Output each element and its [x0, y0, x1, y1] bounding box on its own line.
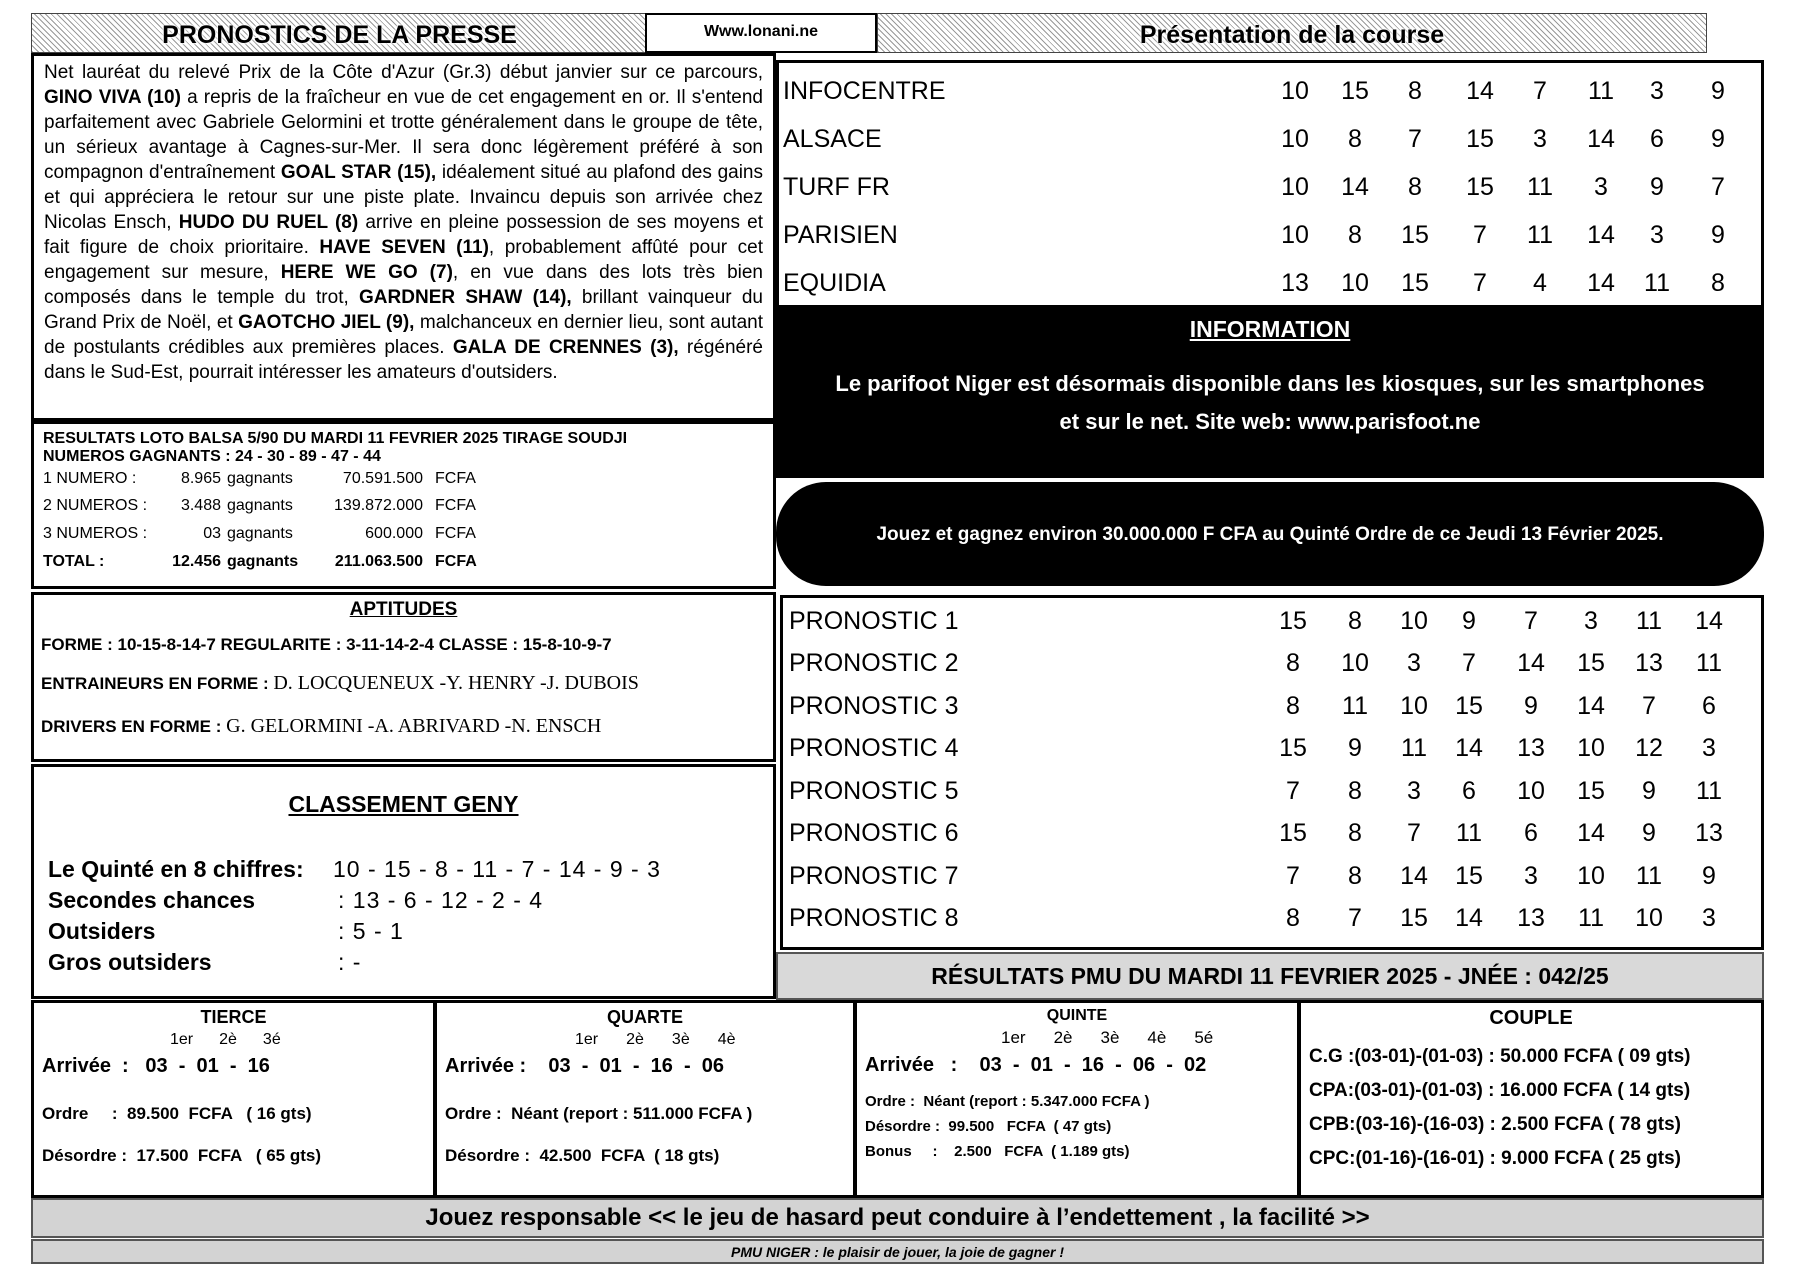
loto-label: 3 NUMEROS :	[43, 525, 148, 542]
tierce-box	[31, 1000, 436, 1198]
pronostic-number: 13	[1635, 649, 1663, 678]
quinte-title: QUINTE	[1046, 1007, 1108, 1024]
presentation-number: 4	[1533, 268, 1547, 297]
classement-value: : 13 - 6 - 12 - 2 - 4	[338, 887, 544, 913]
position-label: 4è	[1147, 1028, 1167, 1047]
pronostic-number: 8	[1286, 904, 1300, 933]
pronostic-row	[789, 813, 1761, 856]
pronostic-number: 15	[1455, 861, 1483, 890]
loto-label: TOTAL :	[43, 553, 105, 570]
pronostic-number: 7	[1407, 819, 1421, 848]
classement-row	[48, 854, 759, 885]
pronostic-number: 8	[1286, 691, 1300, 720]
loto-count: 12.456	[172, 553, 221, 570]
loto-amount: 211.063.500	[334, 553, 423, 570]
presentation-number: 15	[1466, 172, 1494, 201]
horse-here-we-go: HERE WE GO (7)	[280, 262, 453, 283]
site-link[interactable]: Www.lonani.ne	[645, 13, 877, 53]
aptitudes-title: APTITUDES	[349, 599, 458, 620]
presentation-row	[783, 259, 1761, 307]
position-label: 1er	[170, 1031, 194, 1048]
loto-row	[43, 520, 764, 548]
position-label: 2è	[219, 1031, 237, 1048]
presentation-number: 7	[1473, 268, 1487, 297]
quinte-ordre: Ordre : Néant (report : 5.347.000 FCFA )	[865, 1093, 1150, 1110]
pronostic-number: 8	[1348, 776, 1362, 805]
couple-line: CPB:(03-16)-(16-03) : 2.500 FCFA ( 78 gts)	[1309, 1114, 1682, 1135]
presentation-source-name: TURF FR	[783, 172, 890, 201]
entraineurs-line	[41, 672, 766, 695]
pronostic-number: 13	[1517, 734, 1545, 763]
quarte-title: QUARTE	[607, 1007, 683, 1027]
tierce-ordre: Ordre : 89.500 FCFA ( 16 gts)	[42, 1104, 312, 1123]
pronostic-number: 6	[1702, 691, 1716, 720]
presentation-number: 15	[1401, 220, 1429, 249]
pronostic-number: 14	[1517, 649, 1545, 678]
presentation-number: 9	[1711, 124, 1725, 153]
couple-title: COUPLE	[1489, 1007, 1573, 1029]
presentation-number: 15	[1341, 76, 1369, 105]
pronostic-source-name: PRONOSTIC 1	[789, 606, 959, 635]
information-line-1: Le parifoot Niger est désormais disponible dans les kiosques, sur les smartphones	[835, 371, 1705, 396]
entraineurs-label: ENTRAINEURS EN FORME :	[41, 674, 274, 693]
quinte-positions	[865, 1028, 1289, 1048]
pronostic-number: 14	[1577, 819, 1605, 848]
pronostic-number: 14	[1695, 606, 1723, 635]
pronostic-number: 9	[1462, 606, 1476, 635]
presentation-row	[783, 163, 1761, 211]
presentation-number: 10	[1281, 172, 1309, 201]
quinte-box	[854, 1000, 1300, 1198]
pronostic-number: 11	[1696, 649, 1722, 678]
horse-goal-star: GOAL STAR (15),	[280, 162, 437, 183]
quarte-positions	[445, 1031, 845, 1049]
press-text-3: idéalement situé au plafond des gains et qui appréciera le retour sur une piste plate. Invaincu depuis son arrivée chez Nicolas Ensch,	[44, 162, 763, 233]
presentation-number: 10	[1341, 268, 1369, 297]
pronostic-source-name: PRONOSTIC 7	[789, 861, 959, 890]
pronostic-number: 11	[1696, 776, 1722, 805]
responsible-gaming-banner: Jouez responsable << le jeu de hasard peut conduire à l’endettement , la facilité >>	[31, 1198, 1764, 1238]
pronostic-number: 8	[1286, 649, 1300, 678]
quinte-bonus: Bonus : 2.500 FCFA ( 1.189 gts)	[865, 1143, 1130, 1160]
horse-gala-de-crennes: GALA DE CRENNES (3),	[452, 337, 679, 358]
loto-currency: FCFA	[435, 470, 476, 487]
presentation-source-name: INFOCENTRE	[783, 76, 946, 105]
loto-row	[43, 492, 764, 520]
drivers-line	[41, 715, 766, 738]
drivers-label: DRIVERS EN FORME :	[41, 717, 227, 736]
presentation-number: 8	[1711, 268, 1725, 297]
loto-count: 8.965	[180, 470, 221, 487]
couple-line: CPA:(03-01)-(01-03) : 16.000 FCFA ( 14 gts)	[1309, 1080, 1691, 1101]
quinte-arrivee: Arrivée : 03 - 01 - 16 - 06 - 02	[865, 1054, 1207, 1076]
loto-currency: FCFA	[435, 553, 477, 570]
pronostic-number: 3	[1702, 904, 1716, 933]
press-text-2: a repris de la fraîcheur en vue de cet engagement en or. Il s'entend parfaitement avec Gabriele Gelormini et trotte généralement dans le groupe de tête, un sérieux avantage à Cagnes-sur-Mer. Il sera donc légèrement préféré à son compagnon d'entraînement	[44, 87, 763, 183]
loto-count: 03	[203, 525, 221, 542]
pronostic-number: 7	[1286, 861, 1300, 890]
pronostic-number: 14	[1455, 734, 1483, 763]
pronostic-number: 13	[1517, 904, 1545, 933]
position-label: 2è	[1053, 1028, 1073, 1047]
pronostic-number: 10	[1341, 649, 1369, 678]
presentation-number: 3	[1650, 220, 1664, 249]
pronostic-number: 11	[1578, 904, 1604, 933]
pronostic-number: 3	[1407, 649, 1421, 678]
presentation-number: 3	[1533, 124, 1547, 153]
presentation-number: 15	[1401, 268, 1429, 297]
press-text-1: Net lauréat du relevé Prix de la Côte d'Azur (Gr.3) début janvier sur ce parcours,	[44, 62, 763, 83]
press-text-4: arrive en pleine possession de ses moyens et fait figure de choix prioritaire.	[44, 212, 763, 258]
pronostic-number: 9	[1524, 691, 1538, 720]
aptitudes-box	[31, 592, 776, 762]
presentation-number: 10	[1281, 76, 1309, 105]
pronostic-row	[789, 728, 1761, 771]
presentation-number: 14	[1466, 76, 1494, 105]
presentation-source-name: EQUIDIA	[783, 268, 886, 297]
tierce-desordre: Désordre : 17.500 FCFA ( 65 gts)	[42, 1146, 322, 1165]
pronostic-number: 7	[1524, 606, 1538, 635]
information-title: INFORMATION	[1189, 316, 1351, 342]
press-text-7: brillant vainqueur du Grand Prix de Noël, et	[44, 287, 763, 333]
pronostic-source-name: PRONOSTIC 3	[789, 691, 959, 720]
position-label: 3è	[1100, 1028, 1120, 1047]
presentation-number: 8	[1348, 220, 1362, 249]
pronostic-number: 15	[1279, 606, 1307, 635]
pronostic-number: 9	[1642, 776, 1656, 805]
presentation-number: 9	[1711, 76, 1725, 105]
press-title: PRONOSTICS DE LA PRESSE	[162, 21, 517, 49]
quinte-desordre: Désordre : 99.500 FCFA ( 47 gts)	[865, 1118, 1112, 1135]
presentation-source-name: PARISIEN	[783, 220, 898, 249]
position-label: 2è	[626, 1031, 644, 1048]
pronostic-number: 11	[1456, 819, 1482, 848]
pronostic-number: 7	[1286, 776, 1300, 805]
pronostic-number: 6	[1462, 776, 1476, 805]
drivers-value: G. GELORMINI -A. ABRIVARD -N. ENSCH	[226, 715, 602, 737]
presentation-number: 8	[1408, 76, 1422, 105]
press-text-6: , en vue dans des lots très bien composés dans le temple du trot,	[44, 262, 763, 308]
pronostic-number: 15	[1279, 734, 1307, 763]
pronostic-number: 10	[1400, 606, 1428, 635]
presentation-number: 14	[1587, 268, 1615, 297]
information-message	[776, 365, 1764, 441]
loto-unit: gagnants	[227, 553, 299, 570]
press-text-5: , probablement affûté pour cet engagement sur mesure,	[44, 237, 763, 283]
press-text-8: malchanceux en dernier lieu, sont autant de postulants crédibles aux premières places.	[44, 312, 763, 358]
pronostic-number: 15	[1279, 819, 1307, 848]
quarte-arrivee: Arrivée : 03 - 01 - 16 - 06	[445, 1055, 725, 1077]
pronostic-row	[789, 685, 1761, 728]
couple-line: CPC:(01-16)-(16-01) : 9.000 FCFA ( 25 gts)	[1309, 1148, 1682, 1169]
pronostic-number: 15	[1577, 776, 1605, 805]
presentation-number: 14	[1587, 220, 1615, 249]
pronostic-number: 9	[1642, 819, 1656, 848]
quarte-desordre: Désordre : 42.500 FCFA ( 18 gts)	[445, 1146, 720, 1165]
presentation-number: 11	[1527, 172, 1553, 201]
couple-line: C.G :(03-01)-(01-03) : 50.000 FCFA ( 09 gts)	[1309, 1046, 1691, 1067]
presentation-number: 10	[1281, 124, 1309, 153]
quarte-ordre: Ordre : Néant (report : 511.000 FCFA )	[445, 1104, 753, 1123]
position-label: 1er	[1001, 1028, 1026, 1047]
quarte-box	[434, 1000, 856, 1198]
footer-slogan: PMU NIGER : le plaisir de jouer, la joie de gagner !	[31, 1239, 1764, 1264]
position-label: 4è	[717, 1031, 736, 1048]
pronostic-number: 14	[1455, 904, 1483, 933]
couple-box	[1298, 1000, 1764, 1198]
horse-have-seven: HAVE SEVEN (11)	[319, 237, 489, 258]
presentation-number: 8	[1408, 172, 1422, 201]
loto-results	[31, 421, 776, 589]
pronostic-number: 7	[1348, 904, 1362, 933]
position-label: 3è	[671, 1031, 690, 1048]
presentation-number: 11	[1644, 268, 1670, 297]
loto-label: 1 NUMERO :	[43, 470, 137, 487]
pronostic-number: 9	[1702, 861, 1716, 890]
pronostic-number: 10	[1517, 776, 1545, 805]
pronostic-number: 11	[1401, 734, 1427, 763]
presentation-number: 3	[1594, 172, 1608, 201]
loto-unit: gagnants	[227, 470, 293, 487]
pronostic-row	[789, 770, 1761, 813]
loto-amount: 139.872.000	[334, 497, 423, 514]
presentation-number: 7	[1711, 172, 1725, 201]
presentation-row	[783, 115, 1761, 163]
classement-row	[48, 947, 759, 978]
classement-row	[48, 916, 759, 947]
jackpot-banner: Jouez et gagnez environ 30.000.000 F CFA au Quinté Ordre de ce Jeudi 13 Février 2025.	[776, 482, 1764, 586]
presentation-title: Présentation de la course	[1139, 21, 1445, 49]
presentation-number: 11	[1588, 76, 1614, 105]
loto-row	[43, 466, 764, 492]
presentation-row	[783, 67, 1761, 115]
pronostic-number: 14	[1577, 691, 1605, 720]
loto-count: 3.488	[180, 497, 221, 514]
information-line-2: et sur le net. Site web: www.parisfoot.ne	[1059, 409, 1481, 434]
loto-amount: 70.591.500	[342, 470, 423, 487]
press-article	[31, 53, 776, 421]
pronostic-number: 8	[1348, 861, 1362, 890]
classement-value: : 5 - 1	[338, 918, 404, 944]
loto-title: RESULTATS LOTO BALSA 5/90 DU MARDI 11 FEVRIER 2025 TIRAGE SOUDJI	[43, 430, 628, 447]
tierce-arrivee: Arrivée : 03 - 01 - 16	[42, 1055, 270, 1077]
resultats-title: RÉSULTATS PMU DU MARDI 11 FEVRIER 2025 - JNÉE : 042/25	[776, 952, 1764, 1000]
pronostic-number: 10	[1577, 861, 1605, 890]
presentation-number: 8	[1348, 124, 1362, 153]
pronostic-source-name: PRONOSTIC 8	[789, 904, 959, 933]
loto-label: 2 NUMEROS :	[43, 497, 148, 514]
presentation-header	[877, 13, 1707, 53]
presentation-number: 3	[1650, 76, 1664, 105]
pronostic-number: 11	[1342, 691, 1368, 720]
presentation-number: 11	[1527, 220, 1553, 249]
pronostic-number: 11	[1636, 861, 1662, 890]
presentation-number: 14	[1587, 124, 1615, 153]
tierce-positions	[42, 1031, 425, 1049]
loto-amount: 600.000	[365, 525, 423, 542]
pronostic-number: 11	[1636, 606, 1662, 635]
pronostic-row	[789, 898, 1761, 941]
classement-row	[48, 885, 759, 916]
pronostic-number: 10	[1577, 734, 1605, 763]
pronostic-number: 14	[1400, 861, 1428, 890]
pronostic-number: 13	[1695, 819, 1723, 848]
presentation-number: 9	[1650, 172, 1664, 201]
loto-currency: FCFA	[435, 497, 476, 514]
pronostic-number: 15	[1400, 904, 1428, 933]
presentation-source-name: ALSACE	[783, 124, 882, 153]
loto-currency: FCFA	[435, 525, 476, 542]
presentation-number: 7	[1408, 124, 1422, 153]
pronostic-number: 15	[1577, 649, 1605, 678]
presentation-row	[783, 211, 1761, 259]
classement-label: Gros outsiders	[48, 949, 212, 975]
presentation-number: 7	[1473, 220, 1487, 249]
horse-gardner-shaw: GARDNER SHAW (14),	[359, 287, 572, 308]
horse-hudo-du-ruel: HUDO DU RUEL (8)	[178, 212, 359, 233]
pronostic-number: 3	[1584, 606, 1598, 635]
position-label: 5é	[1194, 1028, 1214, 1047]
pronostic-number: 7	[1642, 691, 1656, 720]
position-label: 1er	[575, 1031, 599, 1048]
entraineurs-value: D. LOCQUENEUX -Y. HENRY -J. DUBOIS	[273, 672, 639, 694]
classement-label: Outsiders	[48, 918, 156, 944]
horse-gino-viva: GINO VIVA (10)	[44, 87, 181, 108]
press-text-9: régénéré dans le Sud-Est, pourrait intéresser les amateurs d'outsiders.	[44, 337, 763, 383]
pronostic-number: 3	[1524, 861, 1538, 890]
pronostic-number: 8	[1348, 606, 1362, 635]
pronostic-number: 7	[1462, 649, 1476, 678]
classement-value: 10 - 15 - 8 - 11 - 7 - 14 - 9 - 3	[333, 856, 661, 882]
loto-total-row	[43, 548, 764, 576]
loto-unit: gagnants	[227, 525, 293, 542]
classement-label: Le Quinté en 8 chiffres:	[48, 856, 304, 882]
pronostic-number: 12	[1635, 734, 1663, 763]
classement-geny-box	[31, 764, 776, 999]
classement-value: : -	[338, 949, 362, 975]
pronostics-table	[780, 595, 1764, 950]
classement-label: Secondes chances	[48, 887, 256, 913]
classement-title: CLASSEMENT GENY	[288, 791, 519, 817]
pronostic-number: 9	[1348, 734, 1362, 763]
presentation-number: 7	[1533, 76, 1547, 105]
presentation-number: 6	[1650, 124, 1664, 153]
pronostic-source-name: PRONOSTIC 2	[789, 649, 959, 678]
presentation-table	[776, 60, 1764, 308]
presentation-number: 15	[1466, 124, 1494, 153]
presentation-number: 9	[1711, 220, 1725, 249]
pronostic-source-name: PRONOSTIC 6	[789, 819, 959, 848]
pronostic-number: 6	[1524, 819, 1538, 848]
loto-unit: gagnants	[227, 497, 293, 514]
horse-gaotcho-jiel: GAOTCHO JIEL (9),	[238, 312, 415, 333]
pronostic-row	[789, 600, 1761, 643]
pronostic-number: 3	[1407, 776, 1421, 805]
loto-numbers: NUMEROS GAGNANTS : 24 - 30 - 89 - 47 - 44	[43, 448, 381, 465]
press-header	[31, 13, 648, 53]
tierce-title: TIERCE	[200, 1007, 267, 1027]
presentation-number: 10	[1281, 220, 1309, 249]
pronostic-row	[789, 643, 1761, 686]
pronostic-row	[789, 855, 1761, 898]
pronostic-source-name: PRONOSTIC 5	[789, 776, 959, 805]
pronostic-number: 15	[1455, 691, 1483, 720]
presentation-number: 13	[1281, 268, 1309, 297]
pronostic-number: 3	[1702, 734, 1716, 763]
position-label: 3é	[262, 1031, 281, 1048]
forme-line: FORME : 10-15-8-14-7 REGULARITE : 3-11-14-2-4 CLASSE : 15-8-10-9-7	[41, 635, 612, 654]
pronostic-source-name: PRONOSTIC 4	[789, 734, 959, 763]
pronostic-number: 10	[1400, 691, 1428, 720]
pronostic-number: 10	[1635, 904, 1663, 933]
presentation-number: 14	[1341, 172, 1369, 201]
information-panel	[776, 308, 1764, 478]
pronostic-number: 8	[1348, 819, 1362, 848]
